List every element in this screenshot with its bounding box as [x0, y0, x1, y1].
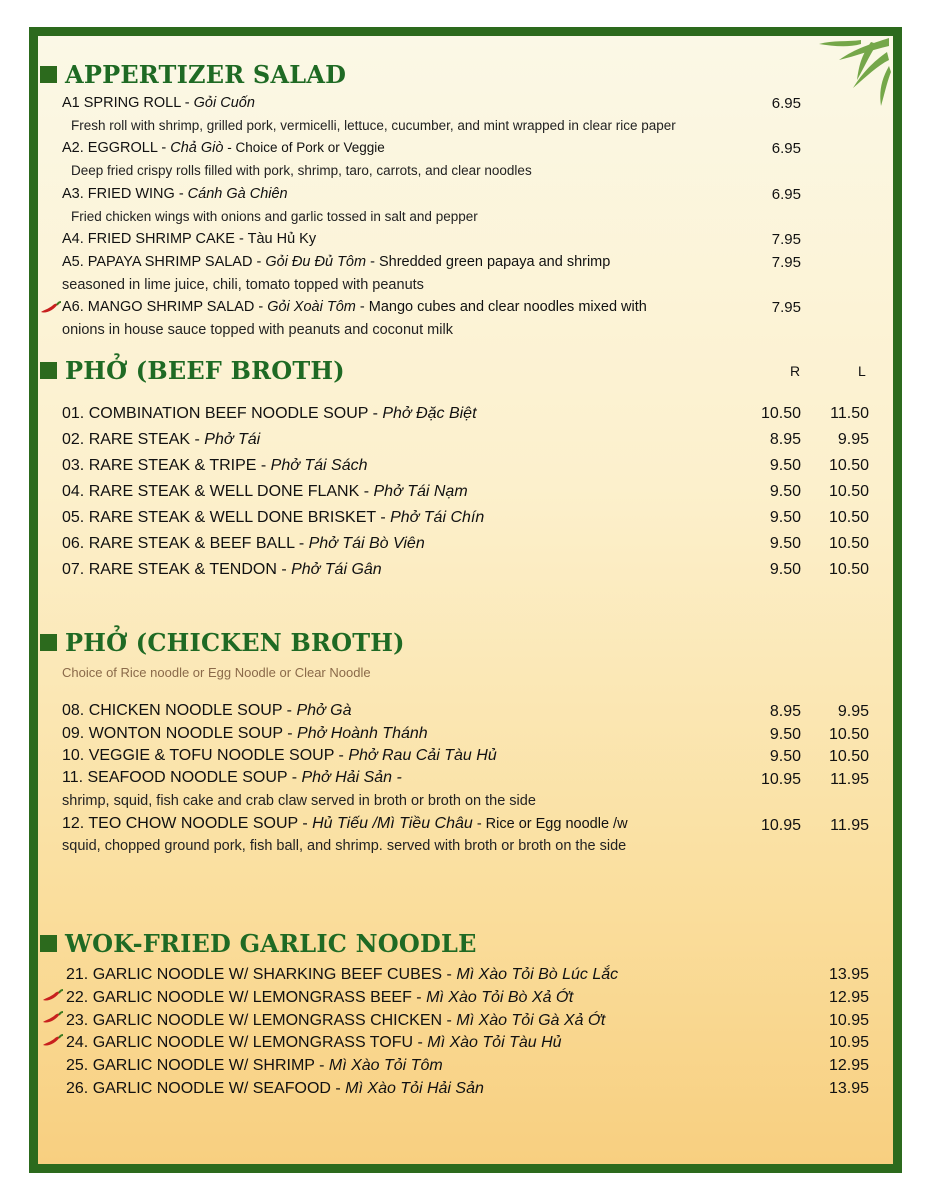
section-marker	[40, 362, 57, 379]
item-price-regular: 9.50	[769, 509, 801, 526]
chili-pepper-icon	[40, 1033, 64, 1049]
menu-item: 25. GARLIC NOODLE W/ SHRIMP - Mì Xào Tỏi Tôm	[66, 1057, 443, 1074]
item-price: 7.95	[771, 231, 801, 248]
item-price: 13.95	[828, 1080, 869, 1097]
chili-pepper-icon	[40, 988, 64, 1004]
menu-item: A2. EGGROLL - Chả Giò - Choice of Pork or Veggie	[62, 140, 385, 156]
menu-item: A1 SPRING ROLL - Gỏi Cuốn	[62, 95, 255, 111]
chili-pepper-icon	[40, 1010, 64, 1026]
item-price-large: 9.95	[837, 703, 869, 720]
menu-item: 09. WONTON NOODLE SOUP - Phở Hoành Thánh	[62, 725, 428, 742]
item-price-regular: 9.50	[769, 748, 801, 765]
menu-item: 07. RARE STEAK & TENDON - Phở Tái Gân	[62, 561, 382, 578]
item-description: seasoned in lime juice, chili, tomato topped with peanuts	[62, 277, 424, 293]
item-price: 10.95	[828, 1012, 869, 1029]
item-price-large: 10.50	[828, 726, 869, 743]
chili-pepper-icon	[38, 300, 62, 316]
section-marker	[40, 634, 57, 651]
menu-item: 04. RARE STEAK & WELL DONE FLANK - Phở Tái Nạm	[62, 483, 468, 500]
column-header-large: L	[858, 363, 866, 379]
menu-item: 02. RARE STEAK - Phở Tái	[62, 431, 261, 448]
section-title: WOK-FRIED GARLIC NOODLE	[65, 929, 477, 958]
menu-item: 23. GARLIC NOODLE W/ LEMONGRASS CHICKEN - Mì Xào Tỏi Gà Xả Ớt	[66, 1012, 606, 1029]
menu-item: 12. TEO CHOW NOODLE SOUP - Hủ Tiếu /Mì Tiều Châu - Rice or Egg noodle /w	[62, 815, 628, 832]
item-price: 6.95	[771, 186, 801, 203]
item-price-regular: 8.95	[769, 431, 801, 448]
item-price-large: 11.50	[830, 405, 869, 422]
menu-item: A6. MANGO SHRIMP SALAD - Gỏi Xoài Tôm - Mango cubes and clear noodles mixed with	[62, 299, 647, 315]
item-price: 6.95	[771, 95, 801, 112]
section-beef-pho-header	[40, 356, 345, 385]
column-header-regular: R	[790, 363, 801, 379]
menu-item: A3. FRIED WING - Cánh Gà Chiên	[62, 186, 288, 202]
item-price-regular: 10.95	[760, 771, 801, 788]
item-price-regular: 9.50	[769, 483, 801, 500]
menu-item: 08. CHICKEN NOODLE SOUP - Phở Gà	[62, 702, 352, 719]
item-price-regular: 9.50	[769, 535, 801, 552]
menu-item: A5. PAPAYA SHRIMP SALAD - Gỏi Đu Đủ Tôm - Shredded green papaya and shrimp	[62, 254, 611, 270]
item-price-large: 10.50	[828, 561, 869, 578]
item-price: 12.95	[828, 989, 869, 1006]
item-price: 6.95	[771, 140, 801, 157]
item-price: 10.95	[828, 1034, 869, 1051]
item-description: Fresh roll with shrimp, grilled pork, vermicelli, lettuce, cucumber, and mint wrapped in clear rice paper	[71, 118, 676, 133]
item-price: 12.95	[828, 1057, 869, 1074]
item-price-regular: 9.50	[769, 457, 801, 474]
section-chicken-pho-header	[40, 628, 405, 657]
item-price-large: 9.95	[837, 431, 869, 448]
menu-item: 01. COMBINATION BEEF NOODLE SOUP - Phở Đặc Biệt	[62, 405, 477, 422]
item-price-large: 11.95	[830, 771, 869, 788]
item-description: Fried chicken wings with onions and garlic tossed in salt and pepper	[71, 209, 478, 224]
item-price-regular: 8.95	[769, 703, 801, 720]
menu-item: 21. GARLIC NOODLE W/ SHARKING BEEF CUBES - Mì Xào Tỏi Bò Lúc Lắc	[66, 966, 619, 983]
section-appetizer-header	[40, 60, 346, 89]
item-price-regular: 10.95	[760, 817, 801, 834]
section-garlic-noodle-header	[40, 929, 477, 958]
menu-item: 06. RARE STEAK & BEEF BALL - Phở Tái Bò Viên	[62, 535, 425, 552]
section-note: Choice of Rice noodle or Egg Noodle or Clear Noodle	[62, 665, 371, 680]
item-price: 7.95	[771, 254, 801, 271]
menu-item: 26. GARLIC NOODLE W/ SEAFOOD - Mì Xào Tỏi Hải Sản	[66, 1080, 484, 1097]
menu-item: 24. GARLIC NOODLE W/ LEMONGRASS TOFU - Mì Xào Tỏi Tàu Hủ	[66, 1034, 562, 1051]
bamboo-leaves-icon	[801, 36, 891, 126]
menu-item: 10. VEGGIE & TOFU NOODLE SOUP - Phở Rau Cải Tàu Hủ	[62, 747, 497, 764]
menu-item: 22. GARLIC NOODLE W/ LEMONGRASS BEEF - Mì Xào Tỏi Bò Xả Ớt	[66, 989, 574, 1006]
menu-item: 03. RARE STEAK & TRIPE - Phở Tái Sách	[62, 457, 368, 474]
section-marker	[40, 935, 57, 952]
item-price-large: 10.50	[828, 457, 869, 474]
item-description: onions in house sauce topped with peanuts and coconut milk	[62, 322, 453, 338]
item-price-large: 10.50	[828, 535, 869, 552]
item-price-large: 10.50	[828, 748, 869, 765]
section-title: APPERTIZER SALAD	[65, 60, 347, 89]
section-marker	[40, 66, 57, 83]
section-title: PHỞ (CHICKEN BROTH)	[65, 628, 405, 657]
item-price: 13.95	[828, 966, 869, 983]
item-price-regular: 9.50	[769, 561, 801, 578]
item-description: squid, chopped ground pork, fish ball, and shrimp. served with broth or broth on the side	[62, 838, 627, 854]
item-price-large: 11.95	[830, 817, 869, 834]
item-price-large: 10.50	[828, 483, 869, 500]
item-price-regular: 9.50	[769, 726, 801, 743]
menu-item: A4. FRIED SHRIMP CAKE - Tàu Hủ Ky	[62, 231, 317, 247]
item-price-regular: 10.50	[760, 405, 801, 422]
item-description: shrimp, squid, fish cake and crab claw served in broth or broth on the side	[62, 793, 536, 809]
menu-item: 11. SEAFOOD NOODLE SOUP - Phở Hải Sản -	[62, 769, 402, 786]
section-title: PHỞ (BEEF BROTH)	[65, 356, 345, 385]
item-price: 7.95	[771, 299, 801, 316]
menu-item: 05. RARE STEAK & WELL DONE BRISKET - Phở Tái Chín	[62, 509, 485, 526]
item-description: Deep fried crispy rolls filled with pork, shrimp, taro, carrots, and clear noodles	[71, 163, 532, 178]
item-price-large: 10.50	[828, 509, 869, 526]
